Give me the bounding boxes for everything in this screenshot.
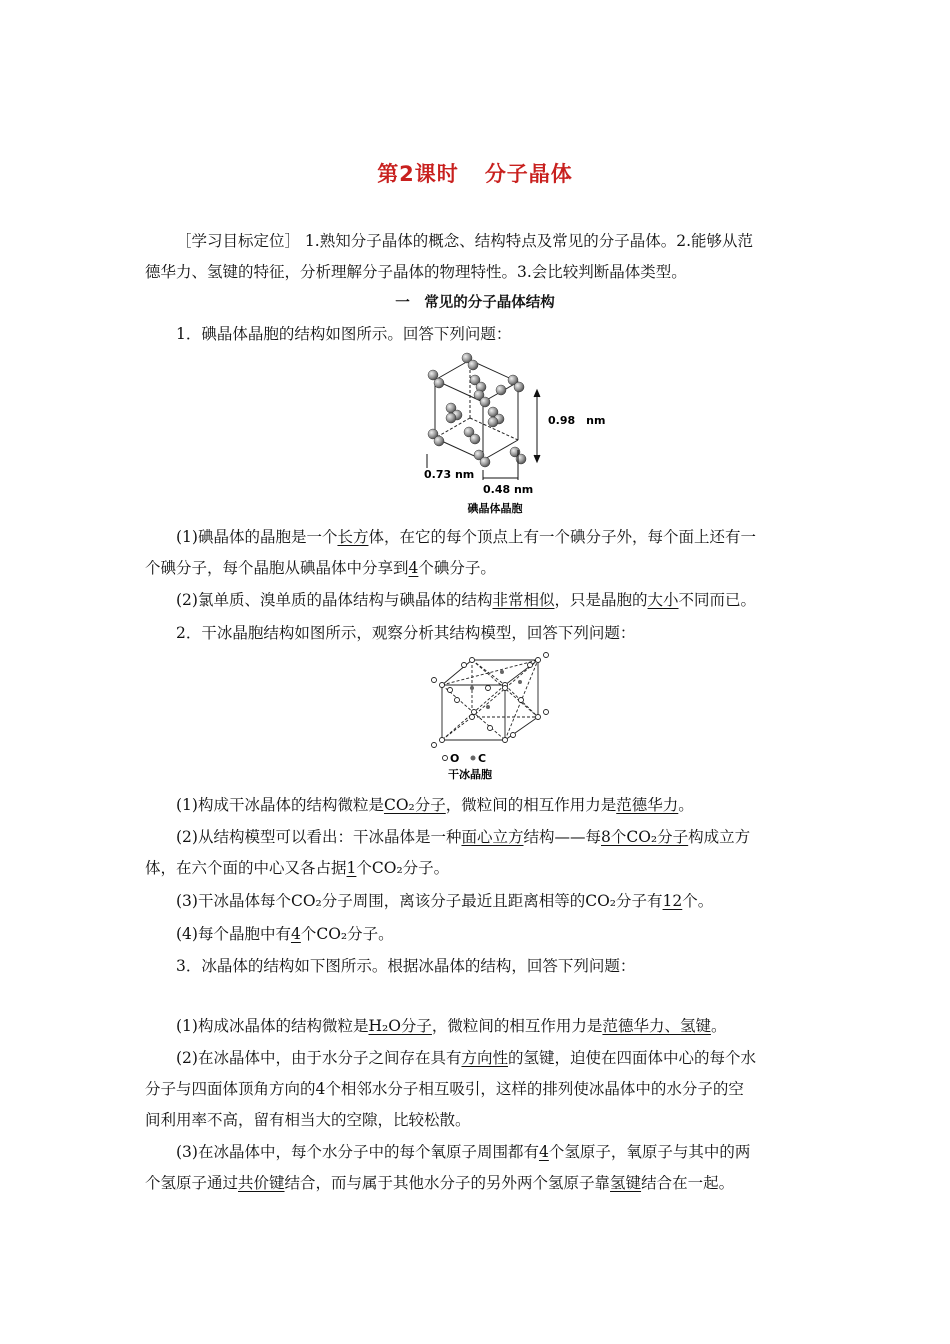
- section-heading: 一 常见的分子晶体结构: [395, 295, 555, 311]
- dry-ice-unit-cell-figure: [430, 652, 550, 784]
- question-1-stem: 1．碘晶体晶胞的结构如图所示。回答下列问题：: [176, 325, 512, 343]
- answer-blank: 非常相似: [492, 591, 555, 609]
- dry-ice-figure-caption: 干冰晶胞: [448, 768, 492, 781]
- answer-blank: 范德华力: [616, 796, 679, 814]
- q3-part2-line2: 分子与四面体顶角方向的4个相邻水分子相互吸引，这样的排列使冰晶体中的水分子的空: [145, 1080, 744, 1098]
- dimension-height-label: 0.98 nm: [548, 414, 606, 427]
- answer-blank: 8个CO₂分子: [601, 828, 689, 846]
- q3-part3-line2: 个氢原子通过共价键结合，而与属于其他水分子的另外两个氢原子靠氢键结合在一起。: [145, 1174, 735, 1192]
- q1-part1-line1: (1)碘晶体的晶胞是一个长方体，在它的每个顶点上有一个碘分子外，每个面上还有一: [176, 528, 756, 546]
- legend-carbon-icon: [471, 756, 476, 761]
- q3-part2-line3: 间利用率不高，留有相当大的空隙，比较松散。: [145, 1111, 471, 1129]
- q1-part1-line2: 个碘分子，每个晶胞从碘晶体中分享到4个碘分子。: [145, 559, 496, 577]
- dimension-b-label: 0.48 nm: [483, 483, 534, 496]
- answer-blank: 1: [346, 859, 357, 877]
- question-2-stem: 2．干冰晶胞结构如图所示，观察分析其结构模型，回答下列问题：: [176, 624, 636, 642]
- legend-oxygen-label: O: [450, 752, 460, 765]
- objectives-line-2: 德华力、氢键的特征，分析理解分子晶体的物理特性。3.会比较判断晶体类型。: [145, 263, 687, 281]
- q3-part3-line1: (3)在冰晶体中，每个水分子中的每个氧原子周围都有4个氢原子，氧原子与其中的两: [176, 1143, 751, 1161]
- answer-blank: 共价键: [238, 1174, 285, 1192]
- question-3-stem: 3．冰晶体的结构如下图所示。根据冰晶体的结构，回答下列问题：: [176, 957, 636, 975]
- answer-blank: 面心立方: [461, 828, 524, 846]
- iodine-unit-cell-figure: [415, 350, 606, 518]
- legend-carbon-label: C: [478, 752, 487, 765]
- answer-blank: 大小: [647, 591, 679, 609]
- q2-part2-line1: (2)从结构模型可以看出：干冰晶体是一种面心立方结构——每8个CO₂分子构成立方: [176, 828, 751, 846]
- co2-molecules: [432, 653, 549, 748]
- q3-part1: (1)构成冰晶体的结构微粒是H₂O分子，微粒间的相互作用力是范德华力、氢键。: [176, 1017, 727, 1035]
- page-title: [0, 158, 950, 188]
- q2-part3: (3)干冰晶体每个CO₂分子周围，离该分子最近且距离相等的CO₂分子有12个。: [176, 892, 714, 910]
- q2-part1: (1)构成干冰晶体的结构微粒是CO₂分子，微粒间的相互作用力是范德华力。: [176, 796, 694, 814]
- iodine-molecules: [428, 353, 526, 467]
- answer-blank: 4: [408, 559, 419, 577]
- q3-part2-line1: (2)在冰晶体中，由于水分子之间存在具有方向性的氢键，迫使在四面体中心的每个水: [176, 1049, 756, 1067]
- answer-blank: H₂O分子: [368, 1017, 432, 1035]
- q2-part2-line2: 体，在六个面的中心又各占据1个CO₂分子。: [145, 859, 450, 877]
- answer-blank: 氢键: [610, 1174, 642, 1192]
- answer-blank: 方向性: [461, 1049, 508, 1067]
- answer-blank: 12: [662, 892, 683, 910]
- objectives-line-1: ［学习目标定位］ 1.熟知分子晶体的概念、结构特点及常见的分子晶体。2.能够从范: [176, 232, 754, 250]
- dimension-a-label: 0.73 nm: [424, 468, 475, 481]
- answer-blank: CO₂分子: [383, 796, 446, 814]
- lesson-number: 第2课时: [377, 162, 459, 186]
- answer-blank: 长方: [337, 528, 369, 546]
- answer-blank: 范德华力、氢键: [602, 1017, 711, 1035]
- iodine-figure-caption: 碘晶体晶胞: [467, 502, 523, 515]
- answer-blank: 4: [290, 925, 301, 943]
- q2-part4: (4)每个晶胞中有4个CO₂分子。: [176, 925, 394, 943]
- lesson-topic: 分子晶体: [484, 162, 573, 186]
- answer-blank: 4: [538, 1143, 549, 1161]
- legend-oxygen-icon: [443, 756, 448, 761]
- q1-part2: (2)氯单质、溴单质的晶体结构与碘晶体的结构非常相似，只是晶胞的大小不同而已。: [176, 591, 757, 609]
